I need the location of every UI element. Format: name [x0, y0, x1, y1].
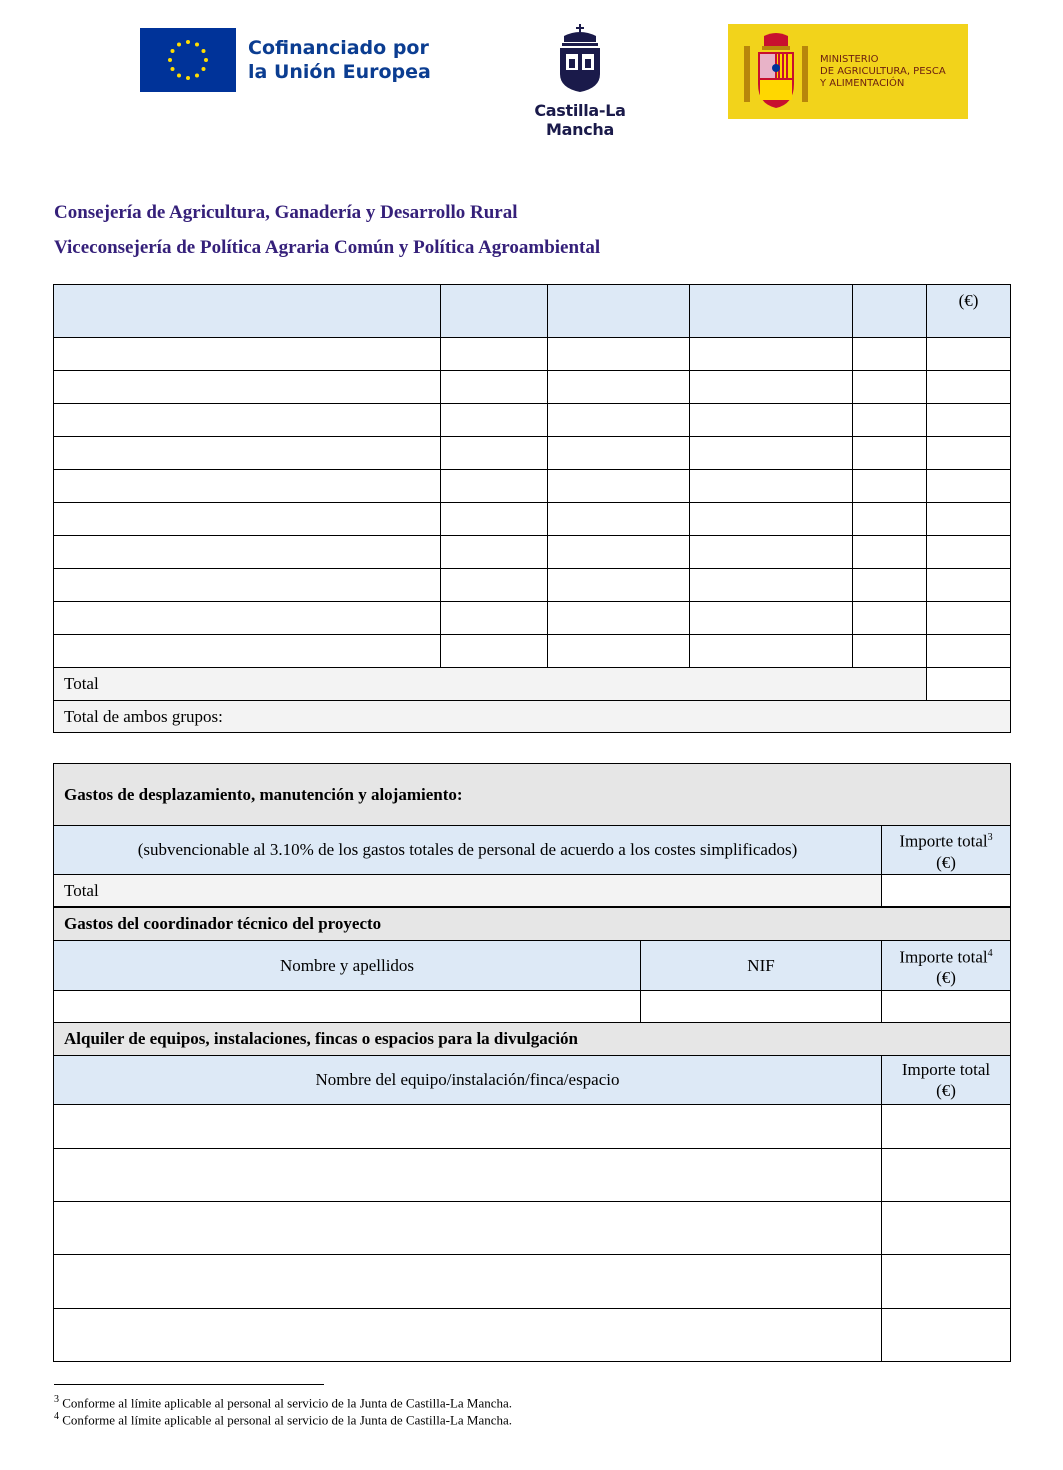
- input-cell[interactable]: [853, 536, 927, 569]
- eu-logo-line2: la Unión Europea: [248, 61, 431, 83]
- table-row: [54, 404, 1011, 437]
- travel-section-heading: Gastos de desplazamiento, manutención y alojamiento:: [54, 764, 1011, 826]
- input-cell[interactable]: [54, 371, 441, 404]
- table-row: [54, 1105, 1011, 1149]
- input-cell[interactable]: [853, 437, 927, 470]
- coordinator-amount-input[interactable]: [882, 991, 1011, 1023]
- input-cell[interactable]: [54, 404, 441, 437]
- vice-department-title: Viceconsejería de Política Agraria Común y Política Agroambiental: [54, 237, 601, 258]
- amount-unit: (€): [936, 968, 956, 988]
- coordinator-nif-header: NIF: [641, 941, 882, 991]
- footnote-4: [54, 1411, 512, 1428]
- input-cell[interactable]: [54, 503, 441, 536]
- table-row: [54, 668, 1011, 701]
- input-cell[interactable]: [853, 602, 927, 635]
- input-cell[interactable]: [54, 470, 441, 503]
- amount-label: Importe total: [899, 831, 988, 851]
- footnote-number: 4: [54, 1411, 59, 1422]
- input-cell[interactable]: [548, 635, 690, 668]
- input-cell[interactable]: [54, 569, 441, 602]
- input-cell[interactable]: [54, 1149, 882, 1202]
- castilla-la-mancha-label: Castilla-La Mancha: [534, 101, 626, 139]
- input-cell[interactable]: [441, 536, 548, 569]
- input-cell[interactable]: [441, 338, 548, 371]
- rental-section-heading: Alquiler de equipos, instalaciones, fincas o espacios para la divulgación: [54, 1023, 1011, 1056]
- table-row: [54, 569, 1011, 602]
- input-cell[interactable]: [54, 338, 441, 371]
- input-cell[interactable]: [882, 1105, 1011, 1149]
- input-cell[interactable]: [548, 371, 690, 404]
- input-cell[interactable]: [548, 470, 690, 503]
- input-cell[interactable]: [853, 470, 927, 503]
- amount-unit: (€): [936, 1081, 956, 1100]
- input-cell[interactable]: [441, 503, 548, 536]
- input-cell[interactable]: [548, 338, 690, 371]
- coordinator-name-input[interactable]: [54, 991, 641, 1023]
- table-row: [54, 1202, 1011, 1255]
- footnote-number: 3: [54, 1394, 59, 1405]
- rental-amount-header: [882, 1056, 1011, 1105]
- travel-expenses-table: [53, 763, 1011, 907]
- input-cell[interactable]: [927, 404, 1011, 437]
- input-cell[interactable]: [441, 470, 548, 503]
- input-cell[interactable]: [690, 404, 853, 437]
- header-cell: [548, 285, 690, 338]
- currency-header: (€): [927, 285, 1011, 338]
- table-row: [54, 635, 1011, 668]
- table-header-row: [54, 285, 1011, 338]
- input-cell[interactable]: [690, 569, 853, 602]
- total-input-cell[interactable]: [927, 668, 1011, 701]
- ministry-line3: Y ALIMENTACIÓN: [820, 77, 905, 89]
- input-cell[interactable]: [690, 338, 853, 371]
- header-cell: [54, 285, 441, 338]
- input-cell[interactable]: [882, 1202, 1011, 1255]
- input-cell[interactable]: [853, 404, 927, 437]
- input-cell[interactable]: [54, 1309, 882, 1362]
- input-cell[interactable]: [690, 371, 853, 404]
- footnote-ref: 3: [987, 832, 993, 844]
- ministry-logo: [728, 24, 968, 119]
- coordinator-amount-header: [882, 941, 1011, 991]
- travel-total-input-cell[interactable]: [882, 875, 1011, 907]
- input-cell[interactable]: [927, 338, 1011, 371]
- footnote-3: [54, 1394, 512, 1411]
- amount-unit: (€): [936, 852, 956, 872]
- input-cell[interactable]: [441, 404, 548, 437]
- input-cell[interactable]: [441, 371, 548, 404]
- input-cell[interactable]: [441, 602, 548, 635]
- ministry-line2: DE AGRICULTURA, PESCA: [820, 65, 946, 77]
- coordinator-section-heading: Gastos del coordinador técnico del proyecto: [54, 908, 1011, 941]
- input-cell[interactable]: [54, 536, 441, 569]
- input-cell[interactable]: [548, 503, 690, 536]
- table-row: [54, 991, 1011, 1023]
- input-cell[interactable]: [690, 602, 853, 635]
- rental-name-header: Nombre del equipo/instalación/finca/espacio: [54, 1056, 882, 1105]
- input-cell[interactable]: [548, 536, 690, 569]
- input-cell[interactable]: [927, 503, 1011, 536]
- input-cell[interactable]: [690, 503, 853, 536]
- input-cell[interactable]: [441, 635, 548, 668]
- department-title: Consejería de Agricultura, Ganadería y Desarrollo Rural: [54, 202, 518, 223]
- input-cell[interactable]: [690, 437, 853, 470]
- input-cell[interactable]: [882, 1309, 1011, 1362]
- input-cell[interactable]: [548, 602, 690, 635]
- spain-coat-of-arms-icon: [740, 32, 812, 112]
- table-row: [54, 1149, 1011, 1202]
- input-cell[interactable]: [54, 437, 441, 470]
- table-row: [54, 503, 1011, 536]
- table-row: [54, 338, 1011, 371]
- coordinator-name-header: Nombre y apellidos: [54, 941, 641, 991]
- input-cell[interactable]: [882, 1149, 1011, 1202]
- input-cell[interactable]: [548, 404, 690, 437]
- rental-expenses-table: [53, 1022, 1011, 1362]
- input-cell[interactable]: [927, 371, 1011, 404]
- castilla-la-mancha-emblem-icon: [550, 24, 610, 94]
- table-row: [54, 536, 1011, 569]
- table-row: [54, 602, 1011, 635]
- input-cell[interactable]: [690, 536, 853, 569]
- footnote-divider: [54, 1384, 324, 1385]
- travel-amount-header: [882, 826, 1011, 875]
- header-cell: [690, 285, 853, 338]
- input-cell[interactable]: [853, 338, 927, 371]
- table-row: [54, 371, 1011, 404]
- input-cell[interactable]: [927, 536, 1011, 569]
- eu-logo-line1: Cofinanciado por: [248, 37, 429, 59]
- input-cell[interactable]: [54, 602, 441, 635]
- amount-label: Importe total: [899, 947, 988, 967]
- input-cell[interactable]: [853, 503, 927, 536]
- castilla-la-mancha-logo: [500, 24, 660, 139]
- input-cell[interactable]: [54, 635, 441, 668]
- input-cell[interactable]: [54, 1255, 882, 1309]
- ministry-line1: MINISTERIO: [820, 53, 879, 65]
- both-groups-total-label: Total de ambos grupos:: [54, 701, 1011, 733]
- input-cell[interactable]: [548, 569, 690, 602]
- amount-label: Importe total: [901, 1060, 991, 1079]
- table-row: [54, 470, 1011, 503]
- input-cell[interactable]: [882, 1255, 1011, 1309]
- input-cell[interactable]: [690, 470, 853, 503]
- input-cell[interactable]: [853, 371, 927, 404]
- input-cell[interactable]: [548, 437, 690, 470]
- travel-description: (subvencionable al 3.10% de los gastos totales de personal de acuerdo a los costes simplificados): [54, 826, 882, 875]
- input-cell[interactable]: [441, 437, 548, 470]
- header-cell: [441, 285, 548, 338]
- footnote-text: Conforme al límite aplicable al personal al servicio de la Junta de Castilla-La Mancha.: [62, 1412, 513, 1428]
- table-row: [54, 701, 1011, 733]
- table-row: [54, 1255, 1011, 1309]
- input-cell[interactable]: [54, 1105, 882, 1149]
- input-cell[interactable]: [853, 635, 927, 668]
- input-cell[interactable]: [927, 437, 1011, 470]
- personal-expenses-table: [53, 284, 1011, 733]
- input-cell[interactable]: [927, 569, 1011, 602]
- eu-flag-icon: [140, 28, 236, 92]
- table-row: [54, 1309, 1011, 1362]
- total-label: Total: [54, 668, 927, 701]
- table-row: [54, 437, 1011, 470]
- coordinator-expenses-table: [53, 907, 1011, 1023]
- input-cell[interactable]: [54, 1202, 882, 1255]
- coordinator-nif-input[interactable]: [641, 991, 882, 1023]
- footnote-ref: 4: [987, 947, 993, 959]
- eu-cofinancing-logo: [140, 28, 431, 92]
- input-cell[interactable]: [441, 569, 548, 602]
- input-cell[interactable]: [927, 635, 1011, 668]
- input-cell[interactable]: [927, 470, 1011, 503]
- footnote-text: Conforme al límite aplicable al personal al servicio de la Junta de Castilla-La Mancha.: [62, 1395, 513, 1411]
- travel-total-label: Total: [54, 875, 882, 907]
- header-cell: [853, 285, 927, 338]
- input-cell[interactable]: [690, 635, 853, 668]
- input-cell[interactable]: [927, 602, 1011, 635]
- input-cell[interactable]: [853, 569, 927, 602]
